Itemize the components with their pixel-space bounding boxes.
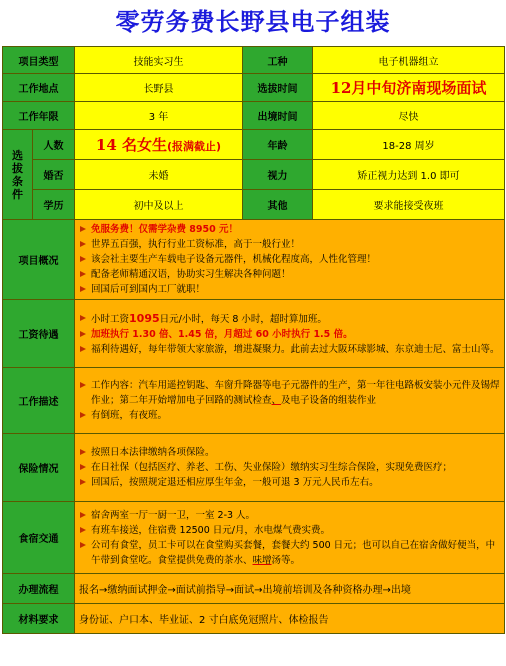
value-process: 报名→缴纳面试押金→面试前指导→面试→出境前培训及各种资格办理→出境 <box>75 574 505 604</box>
list-item: 回国后，按照规定退还相应厚生年金，一般可退 3 万元人民币左右。 <box>79 475 500 490</box>
row-lodging <box>3 502 505 574</box>
value-vision: 矫正视力达到 1.0 即可 <box>313 160 505 190</box>
list-item: 有倒班，有夜班。 <box>79 408 500 423</box>
row-education <box>3 190 505 220</box>
list-item: 该会社主要生产车载电子设备元器件，机械化程度高，人性化管理！ <box>79 252 500 267</box>
headcount-number: 14 名女生 <box>95 136 168 154</box>
label-education: 学历 <box>33 190 75 220</box>
info-table <box>2 46 505 634</box>
list-item: 小时工资1095日元/小时，每天 8 小时，超时算加班。 <box>79 311 500 327</box>
list-item: 公司有食堂，员工卡可以在食堂购买套餐，套餐大约 500 日元；也可以自己在宿舍做好便当，中午带到食堂吃。食堂提供免费的茶水、味增汤等。 <box>79 538 500 568</box>
label-materials: 材料要求 <box>3 604 75 634</box>
salary-list <box>79 311 500 357</box>
page-title: 零劳务费长野县电子组装 <box>115 7 391 36</box>
label-project-type: 项目类型 <box>3 47 75 74</box>
label-salary: 工资待遇 <box>3 300 75 368</box>
list-item: 有班车接送，住宿费 12500 日元/月，水电煤气费实费。 <box>79 523 500 538</box>
list-item: 工作内容：汽车用遥控钥匙、车窗升降器等电子元器件的生产，第一年往电路板安装小元件及锡焊作业；第二年开始增加电子回路的测试检查、及电子设备的组装作业 <box>79 378 500 408</box>
value-work-place: 长野县 <box>75 74 243 102</box>
row-salary <box>3 300 505 368</box>
value-education: 初中及以上 <box>75 190 243 220</box>
value-project-type: 技能实习生 <box>75 47 243 74</box>
value-other: 要求能接受夜班 <box>313 190 505 220</box>
label-process: 办理流程 <box>3 574 75 604</box>
label-work-desc: 工作描述 <box>3 368 75 434</box>
list-item: 加班执行 1.30 倍、1.45 倍，月超过 60 小时执行 1.5 倍。 <box>79 327 500 342</box>
value-overview <box>75 220 505 300</box>
value-selection-time: 12月中旬济南现场面试 <box>313 74 505 102</box>
row-insurance <box>3 434 505 502</box>
list-item: 在日社保（包括医疗、养老、工伤、失业保险）缴纳实习生综合保险，实现免费医疗； <box>79 460 500 475</box>
value-insurance <box>75 434 505 502</box>
row-process <box>3 574 505 604</box>
label-selection-criteria: 选拔条件 <box>3 130 33 220</box>
row-work-place <box>3 74 505 102</box>
insurance-list <box>79 445 500 490</box>
overview-list <box>79 222 500 297</box>
value-job-type: 电子机器组立 <box>313 47 505 74</box>
label-work-years: 工作年限 <box>3 102 75 130</box>
value-work-years: 3 年 <box>75 102 243 130</box>
label-job-type: 工种 <box>243 47 313 74</box>
row-headcount <box>3 130 505 160</box>
value-salary <box>75 300 505 368</box>
value-work-desc <box>75 368 505 434</box>
value-materials: 身份证、户口本、毕业证、2 寸白底免冠照片、体检报告 <box>75 604 505 634</box>
row-overview <box>3 220 505 300</box>
value-headcount <box>75 130 243 160</box>
row-project-type <box>3 47 505 74</box>
row-work-desc <box>3 368 505 434</box>
row-marriage <box>3 160 505 190</box>
label-work-place: 工作地点 <box>3 74 75 102</box>
lodging-list <box>79 508 500 568</box>
label-headcount: 人数 <box>33 130 75 160</box>
list-item: 免服务费！仅需学杂费 8950 元！ <box>79 222 500 237</box>
label-selection-time: 选拔时间 <box>243 74 313 102</box>
label-departure-time: 出境时间 <box>243 102 313 130</box>
hourly-wage: 1095 <box>129 311 160 325</box>
list-item: 按照日本法律缴纳各项保险。 <box>79 445 500 460</box>
label-overview: 项目概况 <box>3 220 75 300</box>
label-other: 其他 <box>243 190 313 220</box>
value-lodging <box>75 502 505 574</box>
list-item: 世界五百强，执行行业工资标准，高于一般行业！ <box>79 237 500 252</box>
value-marriage: 未婚 <box>75 160 243 190</box>
work-desc-list <box>79 378 500 423</box>
label-insurance: 保险情况 <box>3 434 75 502</box>
list-item: 回国后可到国内工厂就职！ <box>79 282 500 297</box>
value-age: 18-28 周岁 <box>313 130 505 160</box>
label-marriage: 婚否 <box>33 160 75 190</box>
headcount-note: (报满截止) <box>167 140 222 153</box>
list-item: 福利待遇好，每年带领大家旅游，增进凝聚力。此前去过大阪环球影城、东京迪士尼、富士山等。 <box>79 342 500 357</box>
value-departure-time: 尽快 <box>313 102 505 130</box>
row-materials <box>3 604 505 634</box>
label-vision: 视力 <box>243 160 313 190</box>
row-work-years <box>3 102 505 130</box>
label-lodging: 食宿交通 <box>3 502 75 574</box>
list-item: 配备老师精通汉语，协助实习生解决各种问题！ <box>79 267 500 282</box>
list-item: 宿舍两室一厅一厨一卫，一室 2-3 人。 <box>79 508 500 523</box>
label-age: 年龄 <box>243 130 313 160</box>
